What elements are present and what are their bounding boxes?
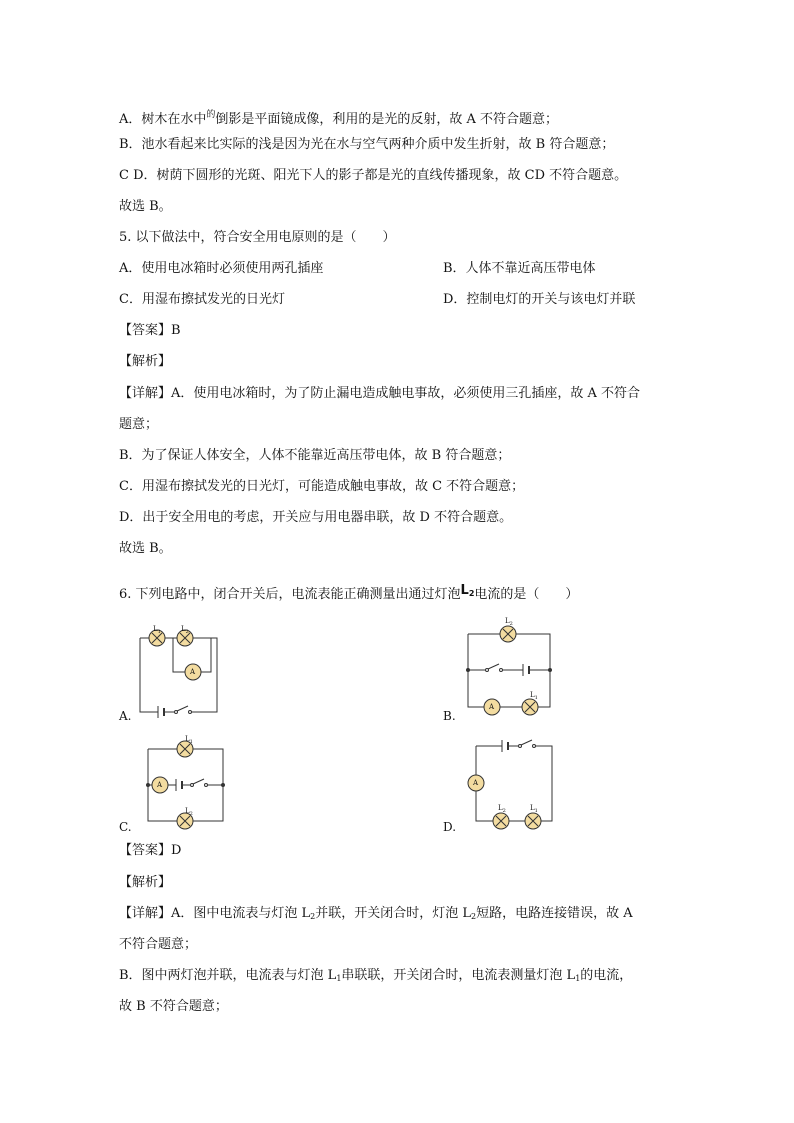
- q5-analysis-title: 【解析】: [119, 354, 172, 369]
- q5-option-d[interactable]: D．控制电灯的开关与该电灯并联: [443, 292, 636, 307]
- q6-option-d-label[interactable]: D.: [443, 820, 457, 834]
- q6-stem-lamp-l2: L2: [460, 583, 475, 598]
- label-l1: $L_1$: [530, 691, 538, 701]
- q5-stem: 5. 以下做法中，符合安全用电原则的是（ ）: [119, 230, 396, 245]
- circuit-a[interactable]: [138, 622, 223, 714]
- q5-detail-1b: 题意；: [119, 417, 159, 432]
- q5-detail-4: D．出于安全用电的考虑，开关应与用电器串联，故 D 不符合题意。: [119, 510, 513, 525]
- label-ammeter: A: [157, 781, 163, 789]
- q5-option-c[interactable]: C．用湿布擦拭发光的日光灯: [119, 292, 285, 307]
- prev-line-a: A．树木在水中$^的$倒影是平面镜成像，利用的是光的反射，故 A 不符合题意；: [119, 110, 559, 127]
- q5-detail-2: B．为了保证人体安全，人体不能靠近高压带电体，故 B 符合题意；: [119, 448, 511, 463]
- q6-stem: 6. 下列电路中，闭合开关后，电流表能正确测量出通过灯泡L2电流的是（ ）: [119, 583, 579, 602]
- q6-detail-a-line2: 不符合题意；: [119, 937, 198, 952]
- label-l1: $L_1$: [530, 804, 538, 814]
- q5-detail-1: 【详解】A．使用电冰箱时，为了防止漏电造成触电事故，必须使用三孔插座，故 A 不符合: [119, 386, 641, 401]
- label-ammeter: A: [473, 779, 479, 787]
- q5-answer: 【答案】B: [119, 323, 181, 338]
- label-l2: $L_2$: [505, 617, 513, 627]
- q5-option-a[interactable]: A．使用电冰箱时必须使用两孔插座: [119, 261, 324, 276]
- prev-line-cd: C D．树荫下圆形的光斑、阳光下人的影子都是光的直线传播现象，故 CD 不符合题意。: [119, 168, 628, 183]
- label-l2: $L_2$: [185, 807, 193, 817]
- label-ammeter: A: [489, 703, 495, 711]
- q5-choose: 故选 B。: [119, 541, 172, 556]
- q6-option-b-label[interactable]: B.: [443, 709, 456, 723]
- q6-option-c-label[interactable]: C.: [119, 820, 132, 834]
- q5-option-b[interactable]: B．人体不靠近高压带电体: [443, 261, 596, 276]
- label-l2: $L_2$: [181, 625, 189, 635]
- q6-detail-b-line1: B．图中两灯泡并联，电流表与灯泡 $L_1$串联联，开关闭合时，电流表测量灯泡 $L_1$的电流，: [119, 968, 633, 983]
- q6-detail-a-line1: 【详解】A．图中电流表与灯泡 $L_2$并联，开关闭合时，灯泡 $L_2$短路，电路连接错误，故 A: [119, 906, 633, 921]
- q6-option-a-label[interactable]: A.: [119, 709, 132, 723]
- label-l2: $L_2$: [498, 804, 506, 814]
- prev-line-b: B．池水看起来比实际的浅是因为光在水与空气两种介质中发生折射，故 B 符合题意；: [119, 137, 615, 152]
- label-l1: $L_1$: [153, 625, 161, 635]
- q6-analysis-title: 【解析】: [119, 875, 172, 890]
- circuit-d-diagram: [466, 737, 556, 832]
- q6-answer: 【答案】D: [119, 843, 182, 858]
- label-l1: $L_1$: [185, 735, 193, 745]
- circuit-d[interactable]: [466, 737, 556, 832]
- prev-choose: 故选 B。: [119, 199, 172, 214]
- circuit-c[interactable]: [145, 732, 230, 832]
- q6-detail-b-line2: 故 B 不符合题意；: [119, 999, 228, 1014]
- q5-detail-3: C．用湿布擦拭发光的日光灯，可能造成触电事故，故 C 不符合题意；: [119, 479, 525, 494]
- label-ammeter: A: [190, 668, 196, 676]
- circuit-b[interactable]: [465, 614, 555, 714]
